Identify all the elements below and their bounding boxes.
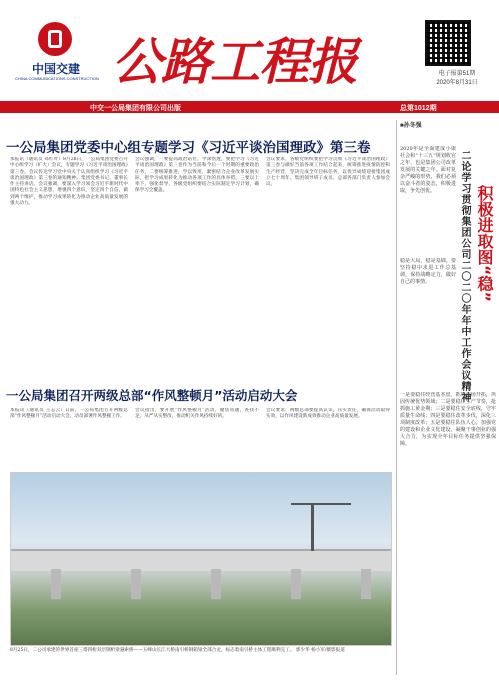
commentary-title[interactable]: 积极进取图“稳” [475,185,494,303]
photo-caption: 8月25日，二公司承建的世界首座三塔四桁双层钢桁梁悬索桥——五峰山长江大桥南引桥钢箱梁全部合龙，标志着南引桥主体工程顺利完工。 郭少华 杨小军/摄影报道 [10,648,345,653]
second-column-3: 会议要求，两级总部要提高认识，压实责任，确保活动取得实效，以作风建设新成效推动企业高质量发展。 [266,408,390,420]
logo-name: 中国交建 [31,62,80,76]
commentary-column-3: 一是要稳住经营基本盘，抓好市场开拓，巩固传统优势领域；二是要稳住生产节奏，抢抓施工黄金期；三是要稳住安全底线，守牢质量生命线；四是要稳住改革步伐，深化三项制度改革；五是要稳住队伍人心，加强党的建设和企业文化建设，凝聚干事创业的强大合力，为实现全年目标任务提供坚强保障。 [400,392,496,447]
masthead [0,0,499,100]
lead-column-2: 会议强调，一要提高政治站位，学深悟透，要把学习《习近平谈治国理政》第三卷作为当前和今后一个时期的重要政治任务，二要统筹推进，学以致用，紧密结合企业改革发展实际，把学习成果转化为推动各项工作的具体举措，三要以上率下，强化督导，各级党组织要结合实际制定学习计划，确保学习全覆盖。 [135,157,259,194]
lead-column-1: 本报讯（通讯员 邓红叶）8月28日，一公局集团党委召开中心组学习（扩大）会议，专题学习《习近平谈治国理政》第三卷。会议传达学习党中央关于认真组织学习《习近平谈治国理政》第三卷的通知精神。集团党委书记、董事长作主持讲话。会议强调，要深入学习领会习近平新时代中国特色社会主义思想，增强四个意识，坚定四个自信，做到两个维护，推动学习成果转化为推动企业高质量发展的强大动力。 [10,157,128,207]
second-column-1: 本报讯（通讯员 王志云）日前，一公局集团召开两级总部“作风整顿月”活动启动大会，动员部署作风整顿工作。 [10,408,128,420]
newspaper-title: 公路工程报 [112,32,357,91]
column-divider [396,120,397,675]
bridge-deck [10,549,392,571]
commentary-author: ■孙冬强 [400,123,422,129]
bridge-photo [10,472,392,646]
publisher-text: 中交一公局集团有限公司出版 [90,105,181,112]
publisher-band [0,101,499,113]
lead-column-3: 会议要求，各级党组织要把学习贯彻《习近平谈治国理政》第三卷与做好当前各项工作结合起来，统筹推进疫情防控和生产经营，坚决完成全年目标任务，以优异成绩迎接集团成立七十周年。集团领导班子成员、总部各部门负责人参加会议。 [266,157,390,188]
issue-info [418,70,496,88]
lead-headline[interactable]: 一公局集团党委中心组专题学习《习近平谈治国理政》第三卷 [6,140,371,156]
commentary-column-1: 2020年是全面建成小康社会和“十三五”规划收官之年，也是集团公司改革发展的关键之年。面对复杂严峻的形势，我们必须以奋斗者的姿态，积极进取，争先创优。 [400,146,456,194]
second-headline[interactable]: 一公局集团召开两级总部“作风整顿月”活动启动大会 [6,388,298,403]
bridge-pier [51,569,61,599]
commentary-subtitle: 二论学习贯彻集团公司二〇二〇年年中工作会议精神 [459,150,470,403]
bridge-pier [211,569,221,599]
issue-label: 电子报第51期 [438,71,476,77]
qr-code-icon [425,20,471,66]
total-issue: 总第1012期 [400,105,437,112]
logo-en: CHINA COMMUNICATIONS CONSTRUCTION [15,76,99,81]
commentary-column-2: 稳是大局，稳是基础。要坚持稳中求进工作总基调，保持战略定力，做好自己的事情。 [400,258,456,285]
crane-icon [311,503,314,551]
ccc-logo-icon [38,22,72,56]
bridge-pier [361,569,371,599]
issue-date: 2020年8月31日 [436,80,478,86]
bridge-pier [291,569,301,599]
second-column-2: 会议指出，要开展“作风整顿月”活动，聚焦问题，查找不足，从严从实整改，推动机关作风持续好转。 [135,408,259,420]
bridge-pier [131,569,141,599]
